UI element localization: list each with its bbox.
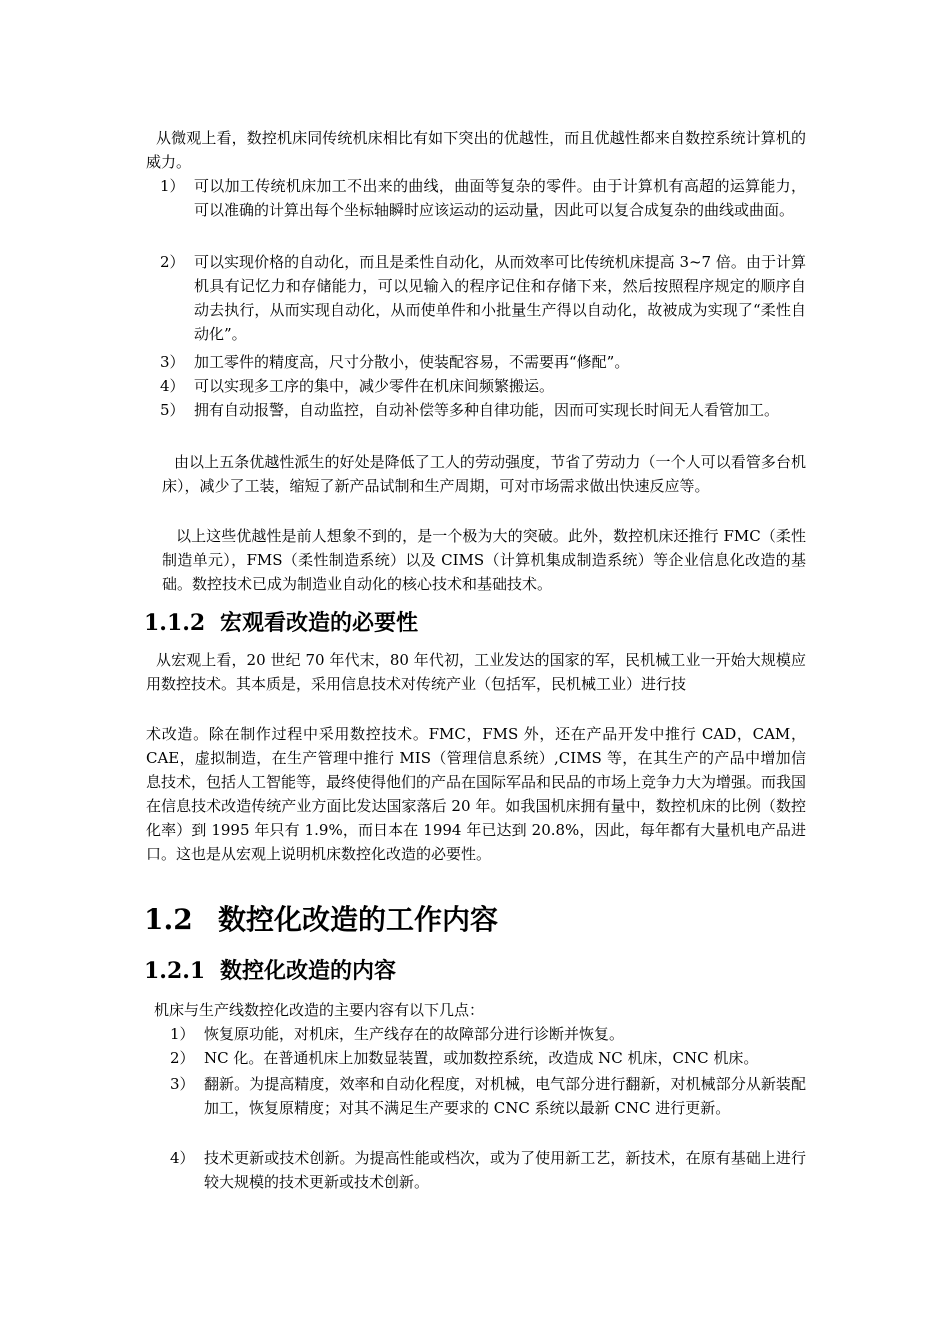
section-number: 1.1.2 <box>144 610 206 636</box>
list-text: 恢复原功能，对机床，生产线存在的故障部分进行诊断并恢复。 <box>204 1025 625 1043</box>
list-number: 2） <box>170 1049 195 1067</box>
macro-paragraph-a <box>146 648 806 696</box>
content-intro-paragraph <box>154 998 806 1022</box>
summary-paragraph-1 <box>162 450 806 498</box>
list-text: 可以加工传统机床加工不出来的曲线，曲面等复杂的零件。由于计算机有高超的运算能力，可以准确的计算出每个坐标轴瞬时应该运动的运动量，因此可以复合成复杂的曲线或曲面。 <box>194 177 806 219</box>
list-text: 加工零件的精度高，尺寸分散小，使装配容易，不需要再“修配”。 <box>194 353 630 371</box>
section-number: 1.2 <box>144 903 193 936</box>
list-number: 5） <box>160 401 185 419</box>
list-text: 可以实现多工序的集中，减少零件在机床间频繁搬运。 <box>194 377 555 395</box>
list-text: 技术更新或技术创新。为提高性能或档次，或为了使用新工艺，新技术，在原有基础上进行较大规模的技术更新或技术创新。 <box>204 1149 806 1191</box>
list-text: 拥有自动报警，自动监控，自动补偿等多种自律功能，因而可实现长时间无人看管加工。 <box>194 401 780 419</box>
list-text: 可以实现价格的自动化，而且是柔性自动化，从而效率可比传统机床提高 3~7 倍。由于计算机具有记忆力和存储能力，可以见输入的程序记住和存储下来，然后按照程序规定的顺序自动去执行，从而实现自动化，从而使单件和小批量生产得以自动化，故被成为实现了“柔性自动化”。 <box>194 253 806 343</box>
intro-paragraph <box>146 126 806 174</box>
macro-paragraph-b <box>146 722 806 866</box>
section-title: 数控化改造的工作内容 <box>218 903 499 936</box>
list-number: 4） <box>170 1149 195 1167</box>
macro-text: 术改造。除在制作过程中采用数控技术。FMC，FMS 外，还在产品开发中推行 CAD，CAM，CAE，虚拟制造，在生产管理中推行 MIS（管理信息系统）,CIMS 等，在其生产的产品中增加信息技术，包括人工智能等，最终使得他们的产品在国际军品和民品的市场上竞争力大为增强。而我国在信息技术改造传统产业方面比发达国家落后 20 年。如我国机床拥有量中，数控机床的比例（数控化率）到 1995 年只有 1.9%，而日本在 1994 年已达到 20.8%，因此，每年都有大量机电产品进口。这也是从宏观上说明机床数控化改造的必要性。 <box>146 725 807 863</box>
summary-text: 以上这些优越性是前人想象不到的，是一个极为大的突破。此外，数控机床还推行 FMC（柔性制造单元），FMS（柔性制造系统）以及 CIMS（计算机集成制造系统）等企业信息化改造的基础。数控技术已成为制造业自动化的核心技术和基础技术。 <box>162 527 806 593</box>
section-heading-1-2-1 <box>144 956 396 986</box>
summary-paragraph-2 <box>162 524 806 596</box>
list-text: 翻新。为提高精度，效率和自动化程度，对机械，电气部分进行翻新，对机械部分从新装配加工，恢复原精度；对其不满足生产要求的 CNC 系统以最新 CNC 进行更新。 <box>204 1075 806 1117</box>
section-number: 1.2.1 <box>144 958 206 984</box>
intro-text: 从微观上看，数控机床同传统机床相比有如下突出的优越性，而且优越性都来自数控系统计算机的威力。 <box>146 129 806 171</box>
section-heading-1-1-2 <box>144 608 418 638</box>
list-number: 2） <box>160 253 185 271</box>
section-title: 数控化改造的内容 <box>220 958 397 984</box>
content-intro-text: 机床与生产线数控化改造的主要内容有以下几点： <box>154 1001 485 1019</box>
list-number: 3） <box>160 353 185 371</box>
list-number: 3） <box>170 1075 195 1093</box>
list-number: 1） <box>170 1025 195 1043</box>
section-heading-1-2 <box>144 902 498 938</box>
macro-text: 从宏观上看，20 世纪 70 年代末，80 年代初，工业发达的国家的军，民机械工业一开始大规模应用数控技术。其本质是，采用信息技术对传统产业（包括军，民机械工业）进行技 <box>146 651 806 693</box>
section-title: 宏观看改造的必要性 <box>220 610 419 636</box>
list-number: 1） <box>160 177 185 195</box>
list-number: 4） <box>160 377 185 395</box>
list-text: NC 化。在普通机床上加数显装置，或加数控系统，改造成 NC 机床，CNC 机床。 <box>204 1049 759 1067</box>
summary-text: 由以上五条优越性派生的好处是降低了工人的劳动强度，节省了劳动力（一个人可以看管多台机床），减少了工装，缩短了新产品试制和生产周期，可对市场需求做出快速反应等。 <box>162 453 806 495</box>
